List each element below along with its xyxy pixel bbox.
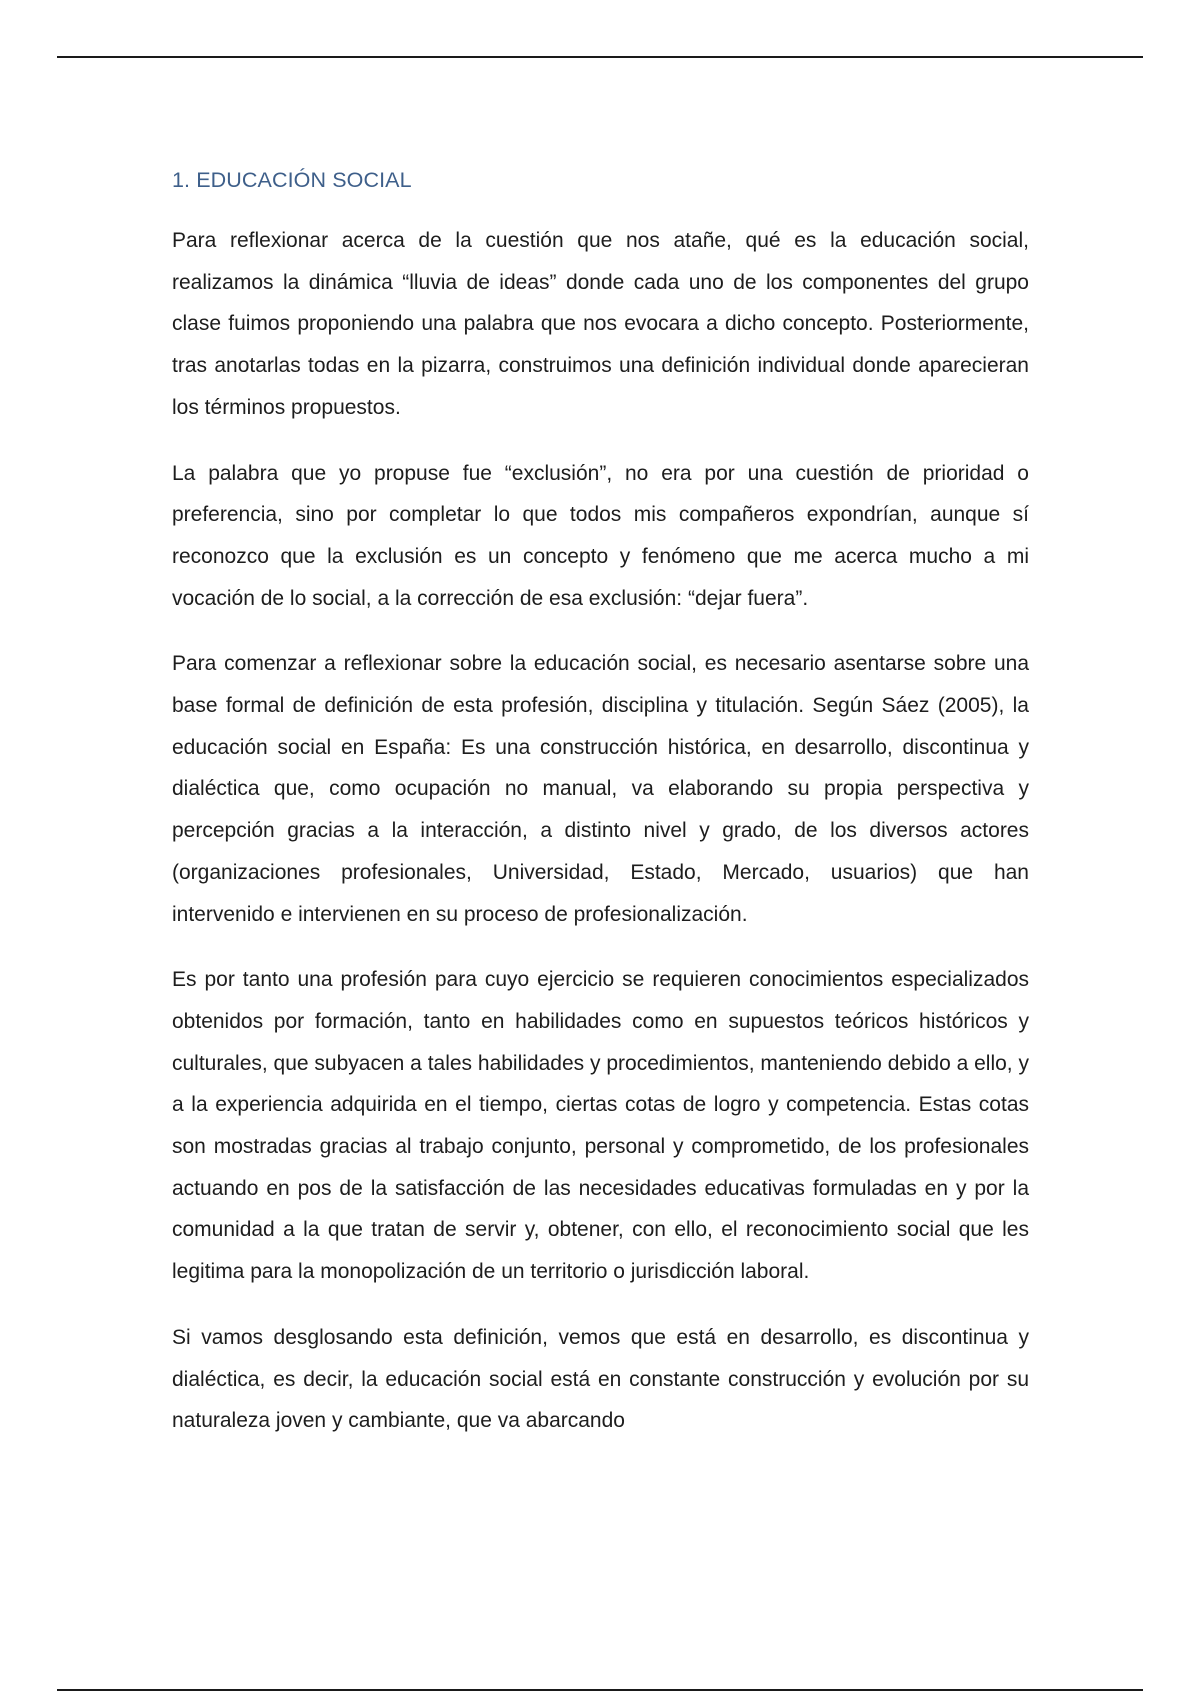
paragraph-1: Para reflexionar acerca de la cuestión que nos atañe, qué es la educación social, realizamos la dinámica “lluvia de ideas” donde cada uno de los componentes del grupo clase fuimos proponiendo una palabra que nos evocara a dicho concepto. Posteriormente, tras anotarlas todas en la pizarra, construimos una definición individual donde aparecieran los términos propuestos. bbox=[172, 229, 1029, 419]
paragraph-2: La palabra que yo propuse fue “exclusión”, no era por una cuestión de prioridad o preferencia, sino por completar lo que todos mis compañeros expondrían, aunque sí reconozco que la exclusión es un concepto y fenómeno que me acerca mucho a mi vocación de lo social, a la corrección de esa exclusión: “dejar fuera”. bbox=[172, 461, 1029, 610]
header-rule bbox=[57, 56, 1143, 58]
section-heading: 1. EDUCACIÓN SOCIAL bbox=[172, 168, 412, 192]
paragraph-5: Si vamos desglosando esta definición, vemos que está en desarrollo, es discontinua y dialéctica, es decir, la educación social está en constante construcción y evolución por su naturaleza joven y cambiante, que va abarcando bbox=[172, 1325, 1029, 1433]
paragraph-3: Para comenzar a reflexionar sobre la educación social, es necesario asentarse sobre una base formal de definición de esta profesión, disciplina y titulación. Según Sáez (2005), la educación social en España: Es una construcción histórica, en desarrollo, discontinua y dialéctica que, como ocupación no manual, va elaborando su propia perspectiva y percepción gracias a la interacción, a distinto nivel y grado, de los diversos actores (organizaciones profesionales, Universidad, Estado, Mercado, usuarios) que han intervenido e intervienen en su proceso de profesionalización. bbox=[172, 652, 1029, 926]
paragraph-4: Es por tanto una profesión para cuyo ejercicio se requieren conocimientos especializados obtenidos por formación, tanto en habilidades como en supuestos teóricos históricos y culturales, que subyacen a tales habilidades y procedimientos, manteniendo debido a ello, y a la experiencia adquirida en el tiempo, ciertas cotas de logro y competencia. Estas cotas son mostradas gracias al trabajo conjunto, personal y comprometido, de los profesionales actuando en pos de la satisfacción de las necesidades educativas formuladas en y por la comunidad a la que tratan de servir y, obtener, con ello, el reconocimiento social que les legitima para la monopolización de un territorio o jurisdicción laboral. bbox=[172, 968, 1029, 1284]
footer-rule bbox=[57, 1689, 1143, 1691]
page-content bbox=[172, 164, 1029, 1442]
